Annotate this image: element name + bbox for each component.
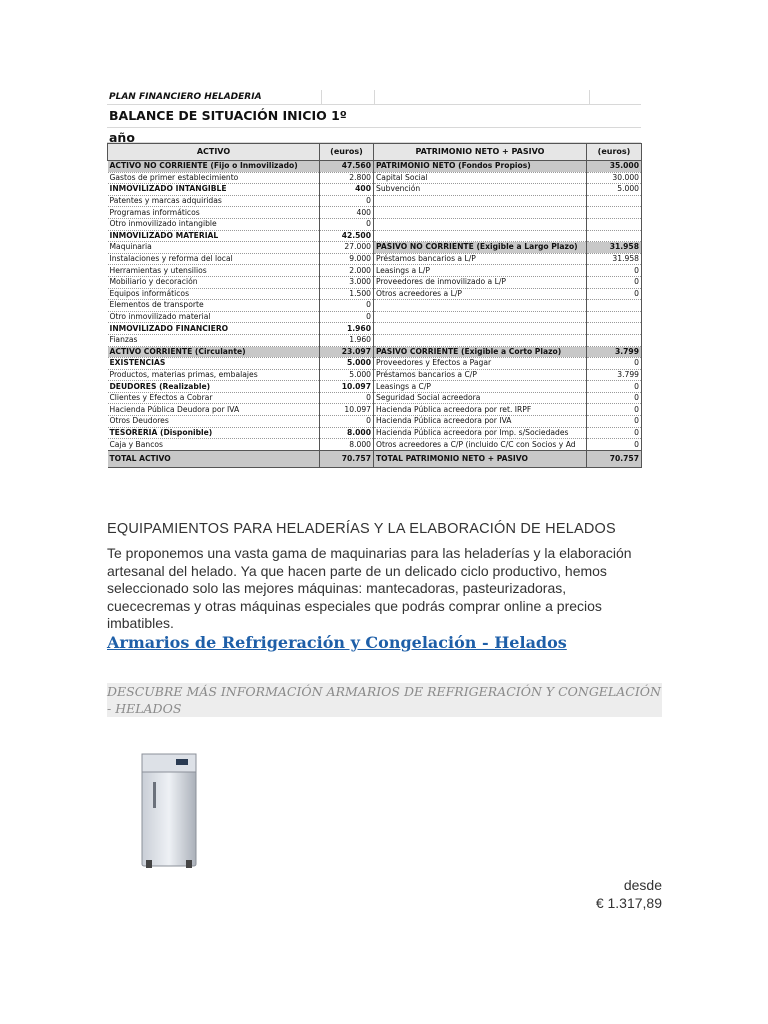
row-label: Otros Deudores bbox=[108, 416, 320, 428]
row-right-value: 0 bbox=[587, 427, 642, 439]
balance-table bbox=[107, 143, 642, 468]
row-right-value: 0 bbox=[587, 265, 642, 277]
row-label: Herramientas y utensilios bbox=[108, 265, 320, 277]
row-right-value: 0 bbox=[587, 276, 642, 288]
row-right-label bbox=[374, 323, 587, 335]
row-value: 9.000 bbox=[320, 253, 374, 265]
row-value: 400 bbox=[320, 207, 374, 219]
row-value: 0 bbox=[320, 416, 374, 428]
table-row bbox=[108, 207, 642, 219]
row-right-label: Hacienda Pública acreedora por Imp. s/Sociedades bbox=[374, 427, 587, 439]
product-category-link[interactable]: Armarios de Refrigeración y Congelación - Helados bbox=[107, 633, 567, 652]
row-value: 8.000 bbox=[320, 439, 374, 451]
row-value: 2.000 bbox=[320, 265, 374, 277]
row-right-value bbox=[587, 323, 642, 335]
row-value: 0 bbox=[320, 392, 374, 404]
row-right-label: Leasings a C/P bbox=[374, 381, 587, 393]
table-row bbox=[108, 195, 642, 207]
table-row bbox=[108, 242, 642, 254]
row-value: 42.500 bbox=[320, 230, 374, 242]
table-row bbox=[108, 300, 642, 312]
row-label: Otro inmovilizado material bbox=[108, 311, 320, 323]
row-label: Instalaciones y reforma del local bbox=[108, 253, 320, 265]
row-label: Elementos de transporte bbox=[108, 300, 320, 312]
row-label: TESORERIA (Disponible) bbox=[108, 427, 320, 439]
sheet-subtitle-row bbox=[107, 105, 641, 145]
row-right-label bbox=[374, 218, 587, 230]
row-right-value: 0 bbox=[587, 288, 642, 300]
table-row bbox=[108, 161, 642, 173]
row-label: ACTIVO CORRIENTE (Circulante) bbox=[108, 346, 320, 358]
row-right-label bbox=[374, 311, 587, 323]
section-heading: EQUIPAMIENTOS PARA HELADERÍAS Y LA ELABORACIÓN DE HELADOS bbox=[107, 521, 616, 537]
total-row bbox=[108, 450, 642, 467]
table-row bbox=[108, 427, 642, 439]
row-right-label: PASIVO NO CORRIENTE (Exigible a Largo Plazo) bbox=[374, 242, 587, 254]
table-row bbox=[108, 265, 642, 277]
row-right-value: 3.799 bbox=[587, 369, 642, 381]
total-activo-value: 70.757 bbox=[320, 450, 374, 467]
row-right-value: 0 bbox=[587, 358, 642, 370]
row-value: 1.500 bbox=[320, 288, 374, 300]
row-right-value: 5.000 bbox=[587, 184, 642, 196]
row-label: DEUDORES (Realizable) bbox=[108, 381, 320, 393]
total-pasivo-label: TOTAL PATRIMONIO NETO + PASIVO bbox=[374, 450, 587, 467]
row-right-label: Otros acreedores a L/P bbox=[374, 288, 587, 300]
row-label: Programas informáticos bbox=[108, 207, 320, 219]
row-value: 10.097 bbox=[320, 404, 374, 416]
row-right-value: 30.000 bbox=[587, 172, 642, 184]
row-right-value bbox=[587, 218, 642, 230]
row-value: 5.000 bbox=[320, 369, 374, 381]
price-block bbox=[596, 876, 662, 912]
row-right-value bbox=[587, 334, 642, 346]
row-value: 5.000 bbox=[320, 358, 374, 370]
row-right-label: Hacienda Pública acreedora por IVA bbox=[374, 416, 587, 428]
row-right-label: Proveedores y Efectos a Pagar bbox=[374, 358, 587, 370]
row-right-value bbox=[587, 230, 642, 242]
intro-paragraph: Te proponemos una vasta gama de maquinarias para las heladerías y la elaboración artesanal del helado. Ya que hacen parte de un delicado ciclo productivo, hemos seleccionado solo las mejores máquinas: mantecadoras, pasteurizadoras, cuececremas y otras máquinas especiales que podrás comprar online a precios imbatibles. bbox=[107, 545, 632, 632]
row-value: 10.097 bbox=[320, 381, 374, 393]
row-value: 400 bbox=[320, 184, 374, 196]
row-label: Equipos informáticos bbox=[108, 288, 320, 300]
row-value: 3.000 bbox=[320, 276, 374, 288]
row-right-value: 0 bbox=[587, 439, 642, 451]
table-row bbox=[108, 172, 642, 184]
row-value: 8.000 bbox=[320, 427, 374, 439]
sheet-subtitle: BALANCE DE SITUACIÓN INICIO 1º año bbox=[109, 108, 347, 145]
row-label: INMOVILIZADO INTANGIBLE bbox=[108, 184, 320, 196]
price-value: € 1.317,89 bbox=[595, 895, 662, 911]
row-value: 27.000 bbox=[320, 242, 374, 254]
row-right-value: 0 bbox=[587, 416, 642, 428]
row-right-value bbox=[587, 207, 642, 219]
table-row bbox=[108, 311, 642, 323]
row-label: Caja y Bancos bbox=[108, 439, 320, 451]
row-label: Gastos de primer establecimiento bbox=[108, 172, 320, 184]
table-row bbox=[108, 416, 642, 428]
table-row bbox=[108, 218, 642, 230]
row-right-label bbox=[374, 334, 587, 346]
row-right-label: PATRIMONIO NETO (Fondos Propios) bbox=[374, 161, 587, 173]
table-row bbox=[108, 253, 642, 265]
row-value: 0 bbox=[320, 311, 374, 323]
row-value: 1.960 bbox=[320, 334, 374, 346]
row-label: Fianzas bbox=[108, 334, 320, 346]
row-value: 1.960 bbox=[320, 323, 374, 335]
row-label: Clientes y Efectos a Cobrar bbox=[108, 392, 320, 404]
row-right-label: PASIVO CORRIENTE (Exigible a Corto Plazo) bbox=[374, 346, 587, 358]
balance-sheet bbox=[107, 90, 641, 468]
row-right-label bbox=[374, 207, 587, 219]
row-value: 0 bbox=[320, 195, 374, 207]
table-row bbox=[108, 439, 642, 451]
row-label: EXISTENCIAS bbox=[108, 358, 320, 370]
header-euros-right: (euros) bbox=[587, 144, 642, 161]
more-info-banner[interactable]: DESCUBRE MÁS INFORMACIÓN ARMARIOS DE REFRIGERACIÓN Y CONGELACIÓN - HELADOS bbox=[107, 684, 661, 716]
header-euros-left: (euros) bbox=[320, 144, 374, 161]
sheet-title-row bbox=[107, 90, 641, 105]
total-activo-label: TOTAL ACTIVO bbox=[108, 450, 320, 467]
header-pasivo: PATRIMONIO NETO + PASIVO bbox=[374, 144, 587, 161]
row-right-label: Seguridad Social acreedora bbox=[374, 392, 587, 404]
row-label: Hacienda Pública Deudora por IVA bbox=[108, 404, 320, 416]
sheet-title: PLAN FINANCIERO HELADERIA bbox=[107, 90, 322, 104]
table-row bbox=[108, 184, 642, 196]
row-right-label: Préstamos bancarios a L/P bbox=[374, 253, 587, 265]
table-row bbox=[108, 230, 642, 242]
row-label: ACTIVO NO CORRIENTE (Fijo o Inmovilizado) bbox=[108, 161, 320, 173]
row-label: INMOVILIZADO MATERIAL bbox=[108, 230, 320, 242]
table-row bbox=[108, 334, 642, 346]
table-row bbox=[108, 404, 642, 416]
row-right-value: 31.958 bbox=[587, 242, 642, 254]
row-right-value bbox=[587, 311, 642, 323]
row-right-value bbox=[587, 195, 642, 207]
row-label: Otro inmovilizado intangible bbox=[108, 218, 320, 230]
table-header-row bbox=[108, 144, 642, 161]
row-value: 23.097 bbox=[320, 346, 374, 358]
row-label: Maquinaria bbox=[108, 242, 320, 254]
row-right-value: 0 bbox=[587, 381, 642, 393]
row-right-value bbox=[587, 300, 642, 312]
table-row bbox=[108, 392, 642, 404]
table-row bbox=[108, 276, 642, 288]
row-right-label: Hacienda Pública acreedora por ret. IRPF bbox=[374, 404, 587, 416]
table-row bbox=[108, 358, 642, 370]
table-row bbox=[108, 288, 642, 300]
row-value: 47.560 bbox=[320, 161, 374, 173]
row-right-label: Subvención bbox=[374, 184, 587, 196]
row-right-label: Leasings a L/P bbox=[374, 265, 587, 277]
row-right-value: 31.958 bbox=[587, 253, 642, 265]
table-row bbox=[108, 369, 642, 381]
row-label: INMOVILIZADO FINANCIERO bbox=[108, 323, 320, 335]
refrigerator-image[interactable] bbox=[140, 752, 200, 872]
row-value: 2.800 bbox=[320, 172, 374, 184]
total-pasivo-value: 70.757 bbox=[587, 450, 642, 467]
row-right-label bbox=[374, 230, 587, 242]
table-row bbox=[108, 381, 642, 393]
price-prefix: desde bbox=[623, 877, 662, 893]
row-right-value: 0 bbox=[587, 404, 642, 416]
row-right-value: 3.799 bbox=[587, 346, 642, 358]
row-label: Mobiliario y decoración bbox=[108, 276, 320, 288]
table-row bbox=[108, 346, 642, 358]
row-right-label: Proveedores de inmovilizado a L/P bbox=[374, 276, 587, 288]
header-activo: ACTIVO bbox=[108, 144, 320, 161]
row-right-label: Otros acreedores a C/P (incluido C/C con Socios y Ad bbox=[374, 439, 587, 451]
table-row bbox=[108, 323, 642, 335]
row-label: Productos, materias primas, embalajes bbox=[108, 369, 320, 381]
row-value: 0 bbox=[320, 218, 374, 230]
row-value: 0 bbox=[320, 300, 374, 312]
row-right-label bbox=[374, 195, 587, 207]
row-right-label: Capital Social bbox=[374, 172, 587, 184]
row-right-value: 35.000 bbox=[587, 161, 642, 173]
row-right-value: 0 bbox=[587, 392, 642, 404]
row-right-label: Préstamos bancarios a C/P bbox=[374, 369, 587, 381]
row-label: Patentes y marcas adquiridas bbox=[108, 195, 320, 207]
row-right-label bbox=[374, 300, 587, 312]
